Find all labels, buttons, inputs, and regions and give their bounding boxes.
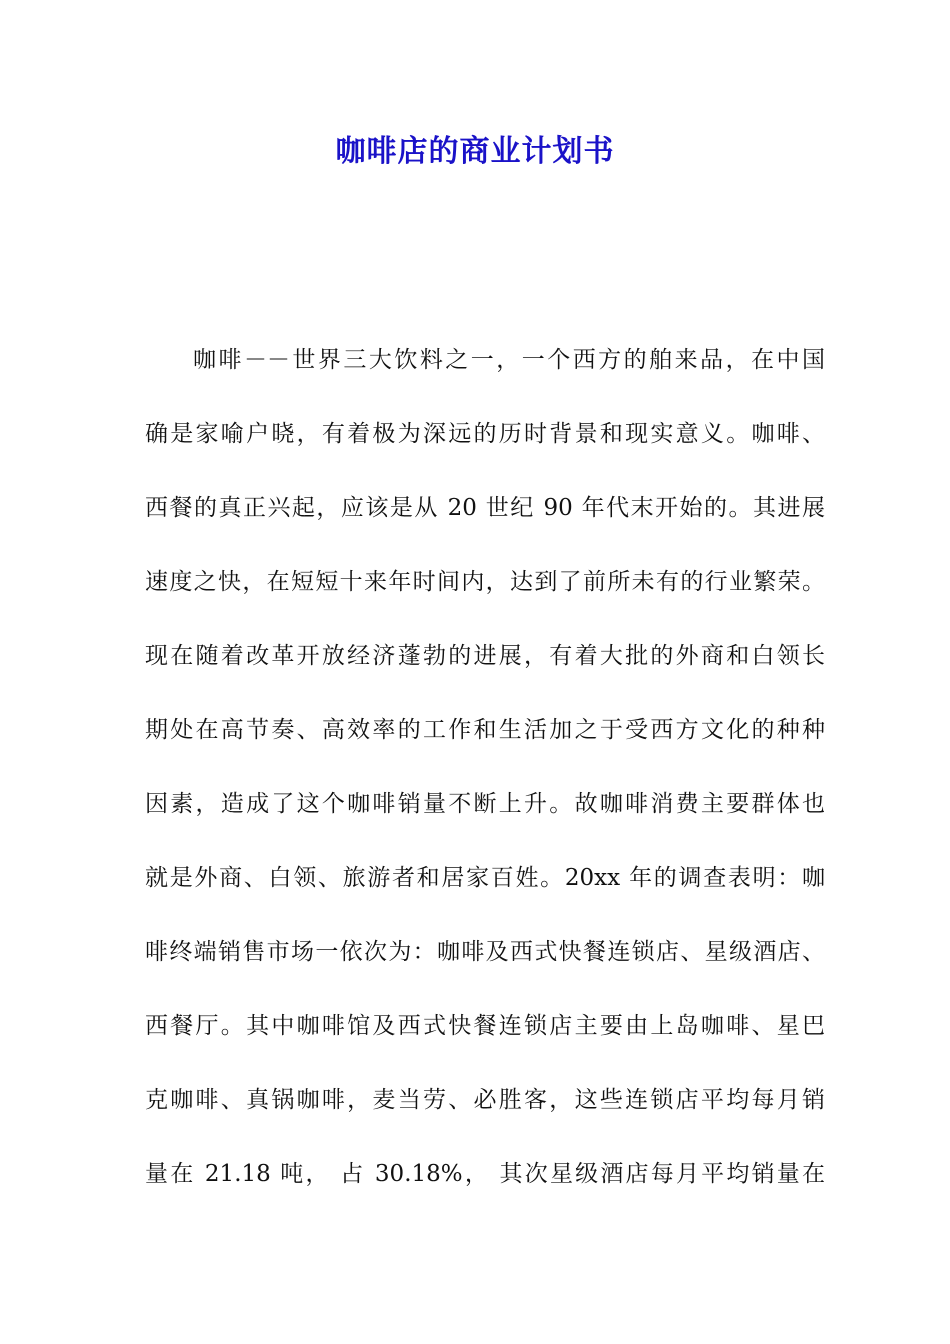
paragraph-line: 速度之快，在短短十来年时间内，达到了前所未有的行业繁荣。: [145, 569, 825, 595]
paragraph-line: 因素，造成了这个咖啡销量不断上升。故咖啡消费主要群体也: [145, 791, 825, 817]
paragraph-line: 期处在高节奏、高效率的工作和生活加之于受西方文化的种种: [145, 717, 825, 743]
paragraph-line: 量在 21.18 吨， 占 30.18%， 其次星级酒店每月平均销量在: [145, 1161, 825, 1187]
paragraph-line: 现在随着改革开放经济蓬勃的进展，有着大批的外商和白领长: [145, 643, 825, 669]
paragraph-line: 西餐厅。其中咖啡馆及西式快餐连锁店主要由上岛咖啡、星巴: [145, 1013, 825, 1039]
paragraph-line: 西餐的真正兴起，应该是从 20 世纪 90 年代末开始的。其进展: [145, 495, 825, 521]
paragraph-line: 啡终端销售市场一依次为：咖啡及西式快餐连锁店、星级酒店、: [145, 939, 825, 965]
document-body: [145, 340, 825, 1228]
paragraph-line: 确是家喻户晓，有着极为深远的历时背景和现实意义。咖啡、: [145, 421, 825, 447]
paragraph-line: 就是外商、白领、旅游者和居家百姓。20xx 年的调查表明：咖: [145, 865, 825, 891]
document-title: 咖啡店的商业计划书: [335, 134, 615, 169]
paragraph-line: 咖啡－－世界三大饮料之一，一个西方的舶来品，在中国: [193, 347, 825, 373]
paragraph-line: 克咖啡、真锅咖啡，麦当劳、必胜客，这些连锁店平均每月销: [145, 1087, 825, 1113]
